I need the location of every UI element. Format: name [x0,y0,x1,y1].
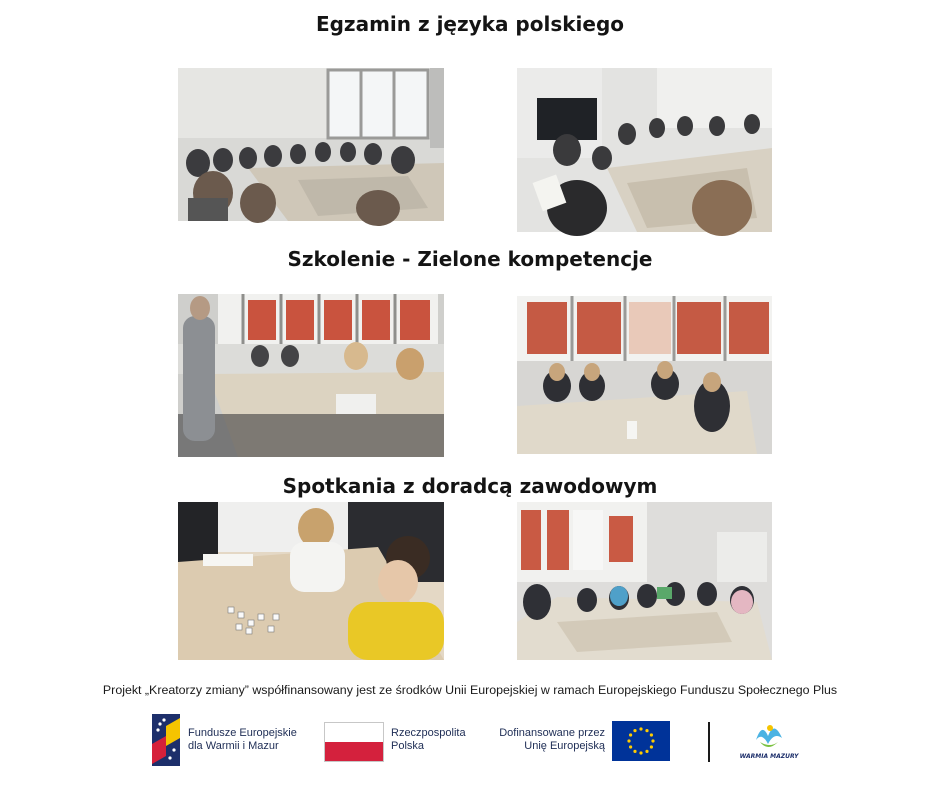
photo-advisor-right [517,502,772,660]
section-title-green-skills-training: Szkolenie - Zielone kompetencje [287,247,653,271]
section-title-career-advisor-meetings: Spotkania z doradcą zawodowym [282,474,658,498]
photo-training-right [517,296,772,454]
fe-logo-text [188,727,297,753]
fe-logo-line2: dla Warmii i Mazur [188,740,279,752]
photo-exam-room-left [178,68,444,221]
poland-flag-icon [324,722,384,762]
eu-logo-line1: Dofinansowane przez [499,727,605,739]
warmia-mazury-logo-text: WARMIA MAZURY [739,753,799,760]
fe-logo-icon [152,714,180,766]
rp-logo-text [391,727,466,753]
eu-logo-text [493,727,605,753]
section-title-polish-exam: Egzamin z języka polskiego [315,12,625,36]
warmia-mazury-logo [739,718,799,766]
rp-logo-line2: Polska [391,740,425,752]
photo-exam-room-right [517,68,772,232]
photo-training-left [178,294,444,457]
eu-logo-line2: Unię Europejską [524,740,605,752]
funding-logos-strip [0,712,940,772]
eu-flag-icon [612,721,670,761]
rp-logo-line1: Rzeczpospolita [391,727,466,739]
fe-logo-line1: Fundusze Europejskie [188,727,297,739]
logo-divider [708,722,710,762]
funding-credit-text: Projekt „Kreatorzy zmiany” współfinansowany jest ze środków Unii Europejskiej w ramach Europejskiego Funduszu Społecznego Plus [102,683,838,697]
photo-advisor-left [178,502,444,660]
